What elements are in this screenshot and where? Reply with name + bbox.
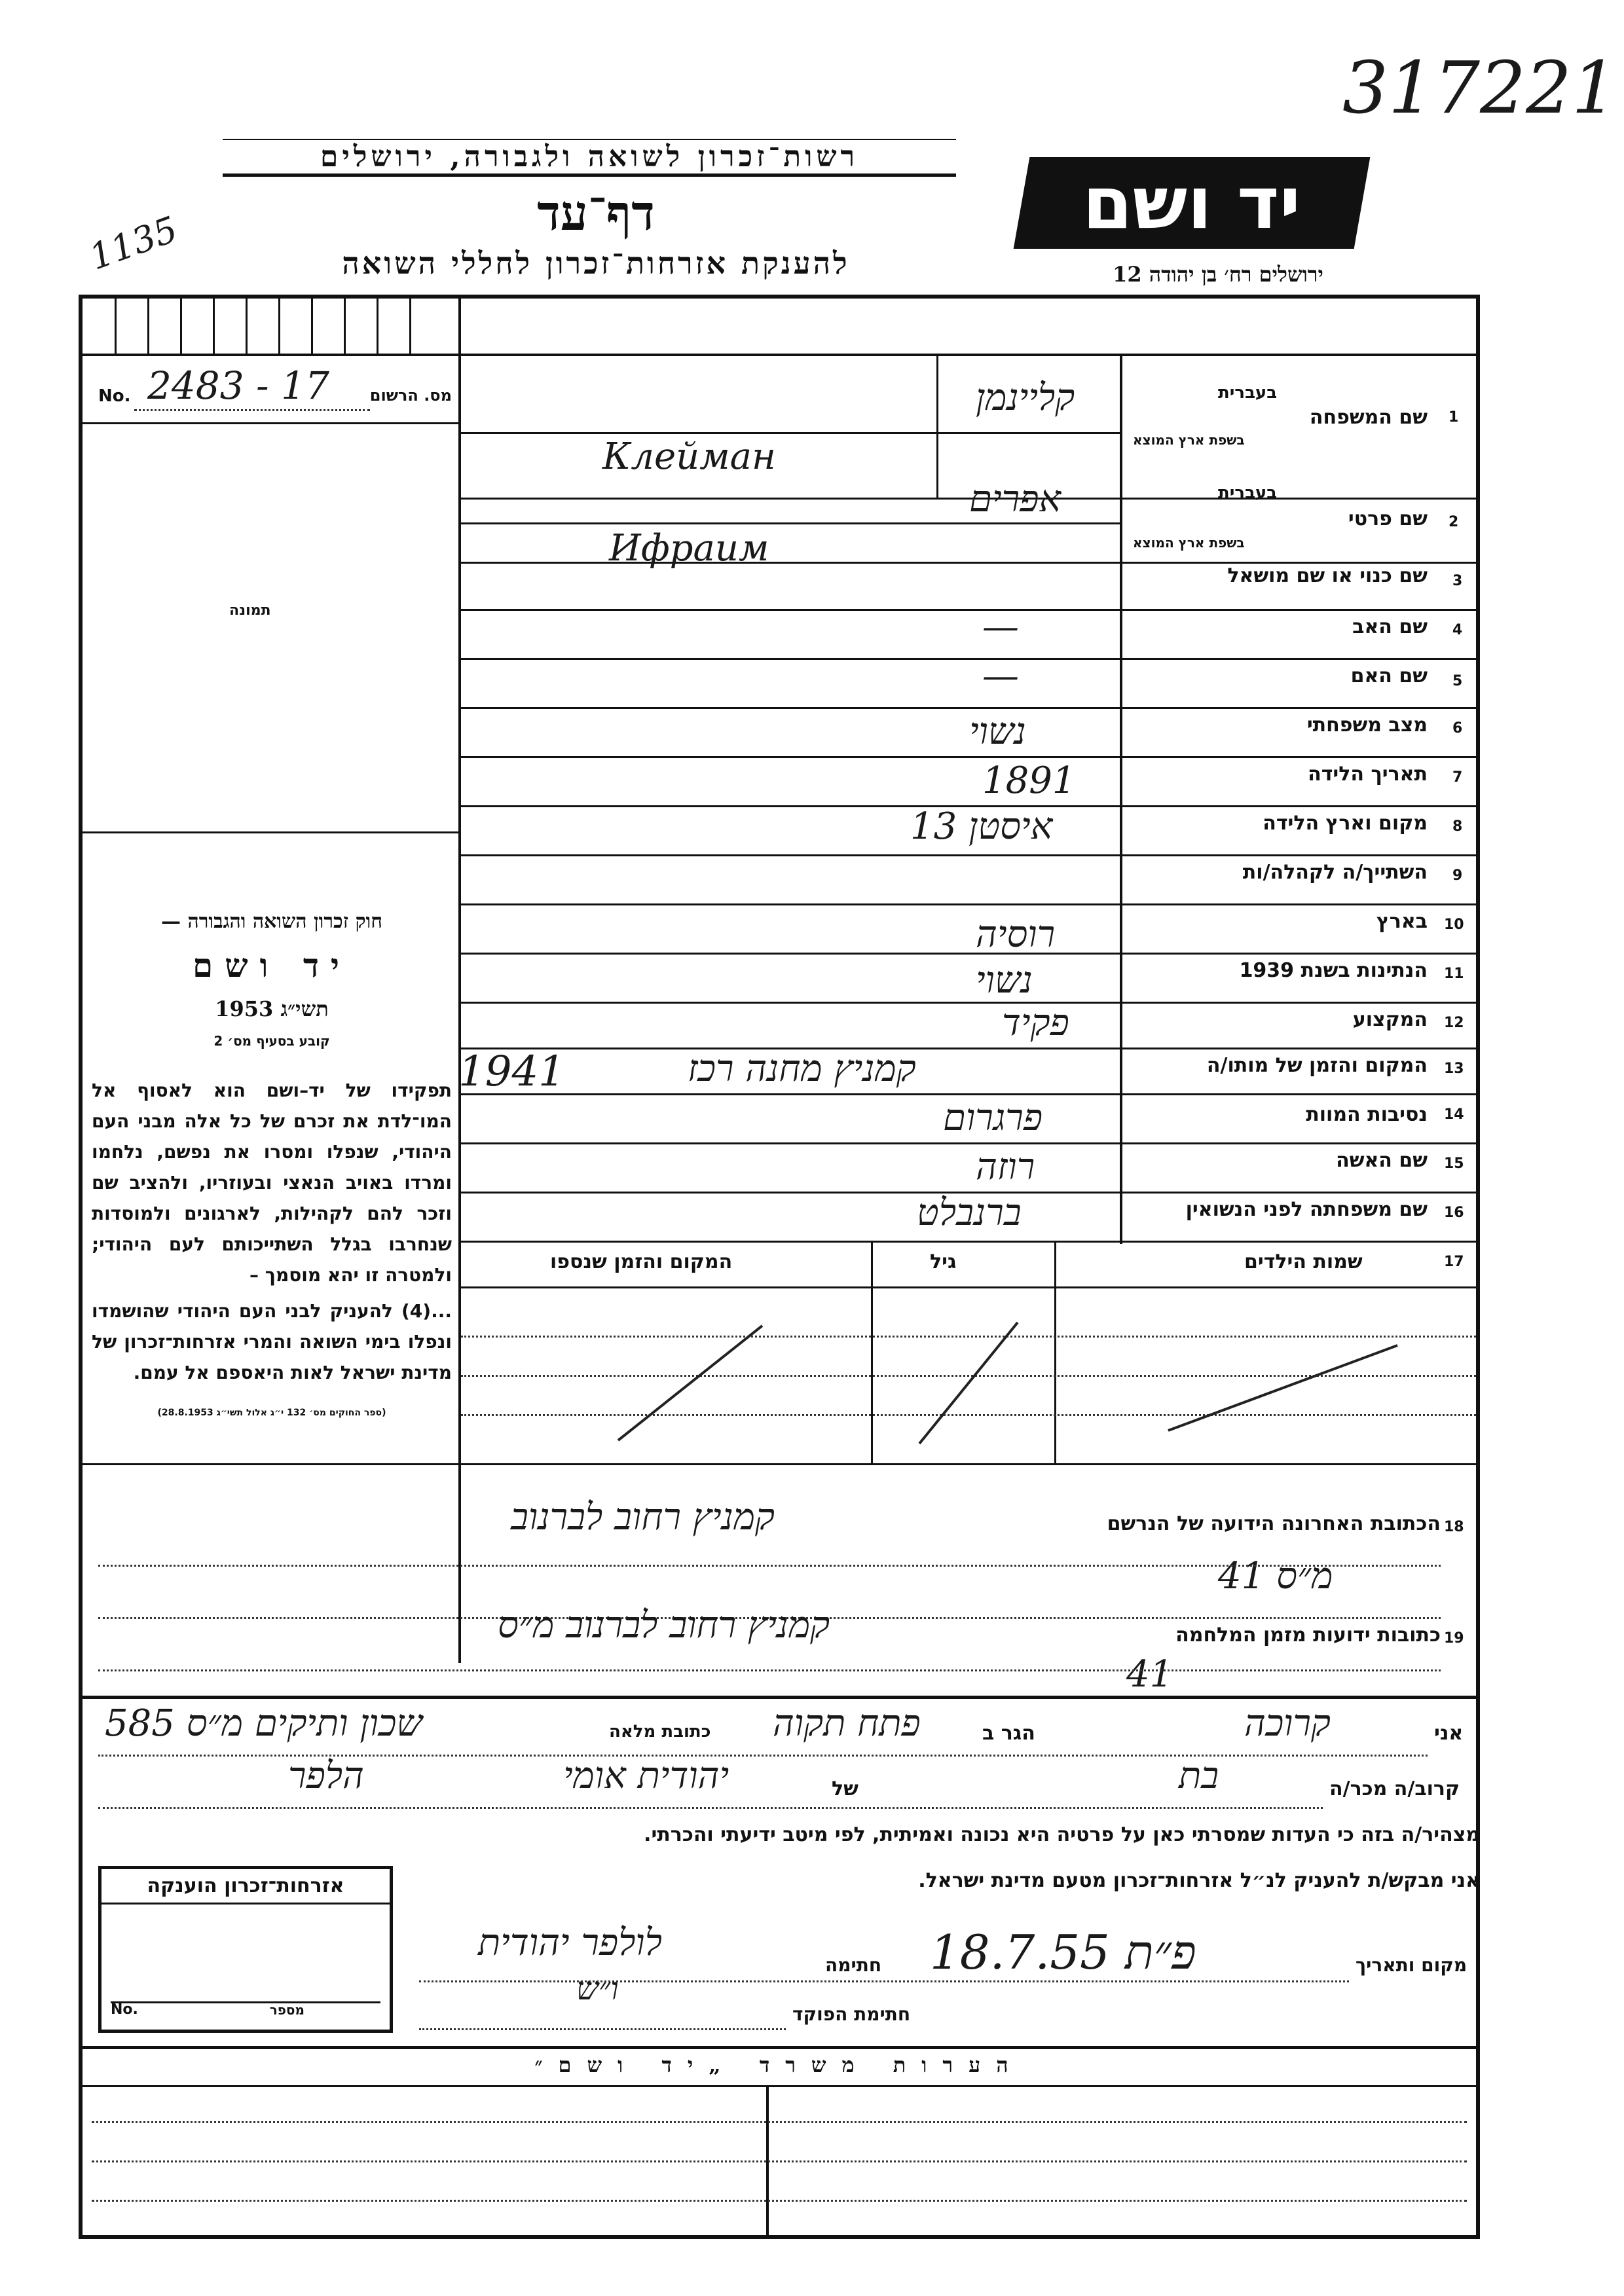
- row-num-12: 12: [1444, 1015, 1464, 1031]
- registration-label-en: No.: [98, 386, 131, 406]
- row-value-8: איסטן 13: [910, 805, 1053, 848]
- decl-of-value: יהודית אומי: [563, 1755, 729, 1797]
- row-num-7: 7: [1452, 769, 1463, 786]
- row-num-10: 10: [1444, 917, 1464, 933]
- decl-place-date-label: מקום ותאריך: [1356, 1954, 1467, 1976]
- law-section: קובע בסעיף מס׳ 2: [213, 1033, 330, 1049]
- row-num-15: 15: [1444, 1156, 1464, 1172]
- row-num-18: 18: [1444, 1519, 1464, 1535]
- row-num-5: 5: [1452, 673, 1463, 689]
- decl-of-value2: הלפר: [288, 1755, 364, 1797]
- form-subtitle: להענקת אזרחות־זכרון לחללי השואה: [342, 246, 850, 281]
- row-num-19: 19: [1444, 1630, 1464, 1647]
- col-children-place: המקום והזמן שנספו: [550, 1250, 733, 1273]
- yad-vashem-logo: [1014, 157, 1371, 249]
- law-name: יד ושם: [193, 946, 351, 985]
- row-num-14: 14: [1444, 1106, 1464, 1123]
- decl-statement: מצהיר/ה בזה כי העדות שמסרתי כאן על פרטיה היא נכונה ואמיתית, לפי מיטב ידיעתי והכרתי.: [644, 1823, 1480, 1846]
- decl-of-label: של: [832, 1777, 858, 1800]
- row-label-8: מקום וארץ הלידה: [1263, 812, 1428, 835]
- form-title: דף־עד: [537, 185, 655, 242]
- law-citation: (ספר החוקים מס׳ 132 י״ג אלול תשי״ג 28.8.1953): [157, 1408, 386, 1418]
- children-strike-marks: [461, 1286, 1476, 1463]
- row-value-13: קמניץ מחנה רכז: [688, 1048, 916, 1090]
- row-label-19: כתובות ידועות מזמן המלחמה: [1175, 1624, 1441, 1647]
- registration-value: 2483 - 17: [147, 363, 329, 408]
- row-value-4: —: [982, 606, 1019, 648]
- row-label-12: המקצוע: [1352, 1008, 1428, 1031]
- law-clause: ...(4) להעניק לבני העם היהודי שהושמדו ונפלו בימי השואה והמרי אזרחות־זכרון של מדינת ישראל לאות היאספם אל עמם.: [92, 1300, 452, 1383]
- strike-age: [919, 1322, 1018, 1444]
- row-label-7: תאריך הלידה: [1308, 763, 1428, 786]
- row-label-1: שם המשפחה: [1309, 406, 1428, 429]
- col-children-age: גיל: [930, 1250, 957, 1273]
- row-value-2b: Ифраим: [609, 527, 769, 570]
- authority-line: רשות־זכרון לשואה ולגבורה, ירושלים: [223, 139, 956, 177]
- row-label-18: הכתובת האחרונה הידועה של הנרשם: [1107, 1512, 1441, 1535]
- row-label-14: נסיבות המוות: [1306, 1103, 1428, 1126]
- row-num-9: 9: [1452, 867, 1463, 884]
- row-value-14: פרגרום: [943, 1097, 1043, 1139]
- row-sub-a-2: בעברית: [1218, 483, 1278, 503]
- law-title: חוק זכרון השואה והגבורה —: [161, 910, 382, 933]
- row-label-11: הנתינות בשנת 1939: [1239, 959, 1428, 982]
- row-label-16: שם משפחתה לפני הנשואין: [1185, 1198, 1428, 1221]
- logo-text: יד ושם: [1082, 161, 1301, 245]
- row-sub-a-1: בעברית: [1218, 383, 1278, 403]
- archive-number: 317221: [1342, 46, 1617, 130]
- strike-place: [618, 1326, 762, 1440]
- strike-names: [1168, 1345, 1397, 1430]
- row-num-4: 4: [1452, 622, 1463, 638]
- row-num-16: 16: [1444, 1205, 1464, 1221]
- row-num-13: 13: [1444, 1061, 1464, 1077]
- row-value-16: ברנבלט: [917, 1192, 1022, 1234]
- row-label-6: מצב משפחתי: [1306, 714, 1428, 737]
- row-value-12: פקיד: [1002, 1002, 1069, 1044]
- law-box: [92, 910, 452, 1418]
- row-label-2: שם פרטי: [1348, 507, 1428, 530]
- citizenship-title: אזרחות־זכרון הוענקה: [101, 1869, 390, 1904]
- row-value-18: קמניץ רחוב לברנוב: [511, 1496, 775, 1539]
- row-value-11: נשוי: [976, 959, 1033, 1002]
- decl-signature-label: חתימה: [825, 1954, 882, 1976]
- row-value-15: רוזה: [976, 1146, 1035, 1188]
- citizenship-number-label: מספר: [269, 2002, 304, 2018]
- registration-label-he: מס. הרשום: [369, 386, 452, 405]
- row-label-13: המקום והזמן של מותו/ה: [1206, 1054, 1428, 1077]
- row-label-5: שם האם: [1350, 665, 1428, 687]
- row-value-19b: 41: [1126, 1653, 1173, 1696]
- decl-address-value: שכון ותיקים מ״ס 585: [105, 1702, 422, 1745]
- row-label-10: בארץ: [1376, 910, 1428, 933]
- row-num-17: 17: [1444, 1254, 1464, 1270]
- row-sub-b-1: בשפת ארץ המוצא: [1133, 432, 1245, 448]
- decl-relative-value: בת: [1179, 1755, 1219, 1797]
- law-year: תשי״ג 1953: [215, 996, 329, 1021]
- decl-address-label: כתובת מלאה: [609, 1722, 711, 1741]
- decl-relative-label: קרוב/ה מכר/ה: [1329, 1777, 1460, 1800]
- row-value-2a: אפרים: [969, 478, 1061, 520]
- row-label-4: שם האב: [1352, 615, 1428, 638]
- decl-i-label: אני: [1434, 1722, 1464, 1745]
- row-num-8: 8: [1452, 818, 1463, 835]
- row-sub-b-2: בשפת ארץ המוצא: [1133, 535, 1245, 551]
- row-value-7: 1891: [982, 759, 1076, 802]
- row-num-6: 6: [1452, 720, 1463, 737]
- row-value-1b: Клейман: [602, 435, 776, 478]
- row-value-6: נשוי: [969, 710, 1026, 753]
- decl-official-value: ו״ש: [576, 1971, 619, 2007]
- row-label-9: השתייך/ה לקהלה/ות: [1242, 861, 1428, 884]
- row-label-15: שם האשה: [1336, 1149, 1428, 1172]
- decl-request: אני מבקש/ת להעניק לנ״ל אזרחות־זכרון מטעם מדינת ישראל.: [918, 1869, 1480, 1892]
- row-num-1: 1: [1449, 409, 1459, 426]
- row-value-19: קמניץ רחוב לברנוב מ״ס: [498, 1604, 830, 1647]
- row-value-13-year: 1941: [458, 1048, 565, 1096]
- decl-resides-value: פתח תקוה: [773, 1702, 921, 1745]
- remarks-title: הערות משרד „יד ושם״: [534, 2052, 1024, 2077]
- citizenship-box: [98, 1866, 393, 2033]
- row-value-10: רוסיה: [976, 913, 1056, 956]
- row-value-1a: קליינמן: [976, 376, 1075, 419]
- decl-i-value: קרוכה: [1244, 1702, 1331, 1745]
- decl-place-date-value: פ״ת 18.7.55: [930, 1925, 1196, 1980]
- citizenship-no-label: No.: [111, 2001, 138, 2018]
- address-line: ירושלים רח׳ בן יהודה 12: [1113, 262, 1323, 287]
- row-value-5: —: [982, 655, 1019, 697]
- photo-label: תמונה: [229, 602, 271, 619]
- row-num-11: 11: [1444, 966, 1464, 982]
- law-body: תפקידו של יד–ושם הוא לאסוף אל המו־לדת את זכרם של כל אלה מבני העם היהודי, שנפלו ומסרו את נפשם, נלחמו ומרדו באויב הנאצי ובעוזריו, ולהציב שם וזכר להם לקהילות, לארגונים ולמוסדות שנחרבו בגלל השתייכותם לעם היהודי; ולמטרה זו יהא מוסמך –: [92, 1080, 452, 1286]
- decl-signature-value: לולפר יהודית: [478, 1922, 662, 1964]
- col-children-names: שמות הילדים: [1244, 1250, 1363, 1273]
- row-label-3: שם כנוי או שם מושאל: [1227, 564, 1428, 587]
- decl-official-label: חתימת הפוקד: [792, 2003, 911, 2025]
- decl-resides-label: הגר ב: [982, 1722, 1035, 1745]
- row-value-18b: מ״ס 41: [1218, 1555, 1333, 1597]
- stamp-number: 1135: [84, 208, 183, 278]
- row-num-3: 3: [1452, 573, 1463, 589]
- row-num-2: 2: [1449, 514, 1459, 530]
